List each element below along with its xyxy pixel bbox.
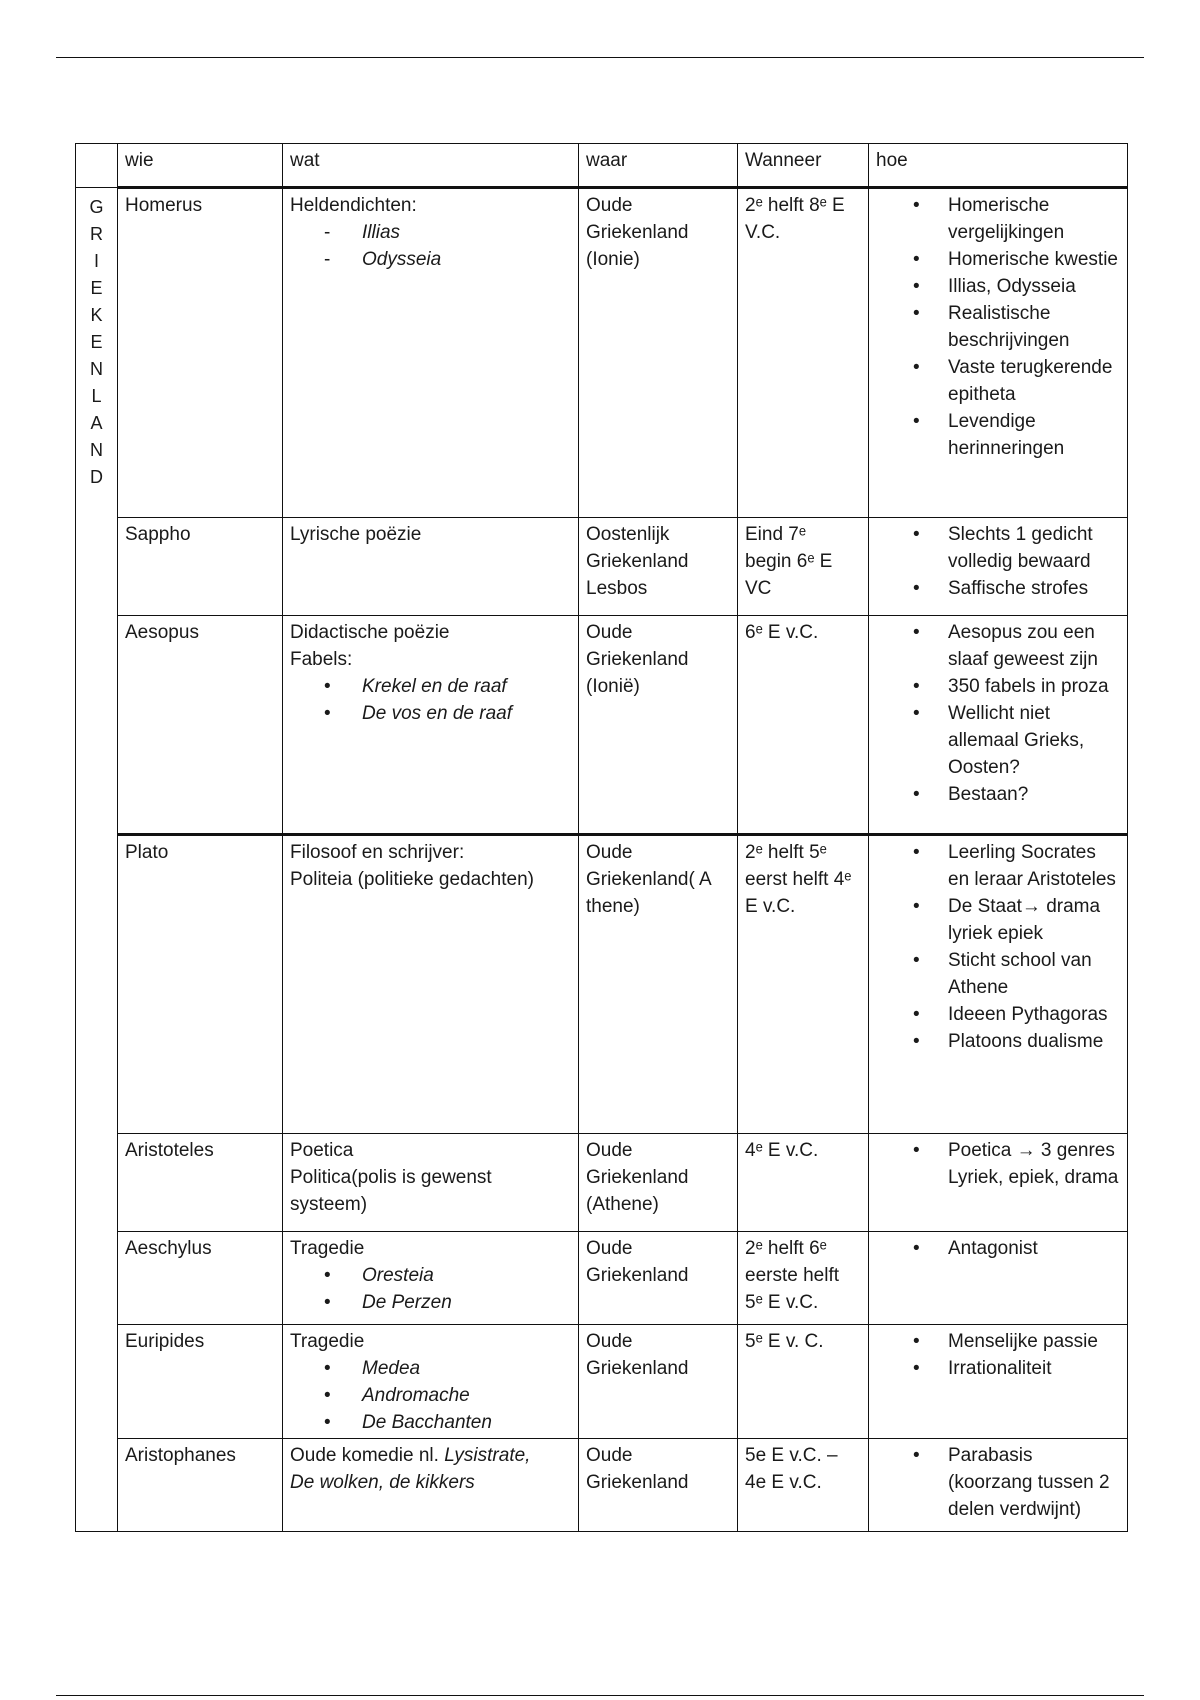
wanneer-line: 5ᵉ E v.C. [745,1292,819,1313]
waar-line: Oude [586,1238,633,1259]
hoe-item: • Antagonist [948,1235,1121,1262]
waar-line: (Ionie) [586,249,640,270]
wanneer-line: eerste helft [745,1265,839,1286]
side-letter: E [90,278,103,298]
waar-line: Griekenland [586,1472,689,1493]
wat-intro-line [290,1442,572,1469]
hoe-cell [869,1134,1128,1232]
header-wanneer: Wanneer [738,144,869,188]
wanneer-cell [738,1325,869,1439]
hoe-list [876,1137,1121,1191]
wie-cell: Aeschylus [118,1232,283,1325]
wat-intro: Tragedie [290,1331,365,1352]
hoe-cell [869,616,1128,835]
table-row [76,616,1128,835]
header-rule [56,57,1144,58]
wat-cell [283,1134,579,1232]
waar-line: Oude [586,842,633,863]
hoe-cell [869,1232,1128,1325]
footer-rule [56,1695,1144,1696]
hoe-item: • Homerische kwestie [948,246,1121,273]
wanneer-cell [738,518,869,616]
wanneer-line: eerst helft 4ᵉ [745,869,852,890]
side-letter: L [91,386,102,406]
works-list [290,1262,572,1316]
wanneer-line: E v.C. [745,896,796,917]
hoe-list [876,839,1121,1055]
wat-intro: Didactische poëzie [290,622,450,643]
waar-line: Griekenland [586,1358,689,1379]
hoe-item: • Platoons dualisme [948,1028,1121,1055]
wanneer-cell [738,188,869,518]
hoe-item: • Leerling Socrates en leraar Aristoteles [948,839,1121,893]
work-item: • Oresteia [362,1262,572,1289]
work-item: • Medea [362,1355,572,1382]
wie-cell: Plato [118,835,283,1134]
wanneer-line: begin 6ᵉ E [745,551,833,572]
hoe-item: • 350 fabels in proza [948,673,1121,700]
wanneer-cell [738,616,869,835]
table-row [76,518,1128,616]
waar-line: Griekenland [586,1265,689,1286]
waar-line: Griekenland [586,222,689,243]
hoe-item: • Vaste terugkerende epitheta [948,354,1121,408]
work-item: • De Perzen [362,1289,572,1316]
wanneer-line: 4e E v.C. [745,1472,822,1493]
waar-cell [579,188,738,518]
wat-intro: Poetica [290,1140,354,1161]
waar-cell [579,1232,738,1325]
waar-line: Oude [586,622,633,643]
hoe-item: • Bestaan? [948,781,1121,808]
hoe-item: • Wellicht niet allemaal Grieks, Oosten? [948,700,1121,781]
work-item: • Krekel en de raaf [362,673,572,700]
work-item: • De Bacchanten [362,1409,572,1436]
hoe-item: • Irrationaliteit [948,1355,1121,1382]
side-letter: E [90,332,103,352]
side-letter: N [90,359,103,379]
wat-cell [283,1232,579,1325]
waar-cell [579,835,738,1134]
side-letter: R [90,224,103,244]
hoe-list [876,619,1121,808]
waar-line: Lesbos [586,578,648,599]
side-letter: K [90,305,103,325]
table-row [76,1232,1128,1325]
waar-cell [579,518,738,616]
wat-intro: Oude komedie nl. [290,1445,445,1466]
hoe-item: • Parabasis (koorzang tussen 2 delen verdwijnt) [948,1442,1121,1523]
wanneer-cell [738,1134,869,1232]
wie-cell: Homerus [118,188,283,518]
waar-line: Griekenland( A [586,869,712,890]
wat-intro: Tragedie [290,1238,365,1259]
header-row [76,144,1128,188]
wanneer-line: 5ᵉ E v. C. [745,1331,824,1352]
wat-intro-italic: Lysistrate, [444,1445,531,1466]
wanneer-line: 6ᵉ E v.C. [745,622,819,643]
wie-cell: Sappho [118,518,283,616]
wanneer-line: Eind 7ᵉ [745,524,806,545]
wat-intro: Heldendichten: [290,195,417,216]
header-hoe: hoe [869,144,1128,188]
table-row [76,1325,1128,1439]
table-row [76,835,1128,1134]
waar-line: Oude [586,195,633,216]
hoe-list [876,1235,1121,1262]
works-list [290,673,572,727]
wanneer-line: 2ᵉ helft 6ᵉ [745,1238,827,1259]
works-list [290,1355,572,1436]
waar-line: Oude [586,1445,633,1466]
header-wat: wat [283,144,579,188]
wie-cell: Aristophanes [118,1439,283,1532]
table-row [76,1439,1128,1532]
wanneer-line: 2ᵉ helft 8ᵉ E [745,195,845,216]
wat-cell [283,1439,579,1532]
wat-intro: Politica(polis is gewenst systeem) [290,1167,492,1215]
wanneer-line: 5e E v.C. – [745,1445,838,1466]
wanneer-cell [738,1439,869,1532]
work-item: - Odysseia [362,246,572,273]
wanneer-cell [738,835,869,1134]
hoe-cell [869,188,1128,518]
work-item: • Andromache [362,1382,572,1409]
waar-line: Oude [586,1140,633,1161]
hoe-item: • Levendige herinneringen [948,408,1121,462]
wat-intro: Filosoof en schrijver: [290,842,465,863]
wat-cell [283,188,579,518]
hoe-list [876,521,1121,602]
waar-line: Griekenland [586,551,689,572]
hoe-item: • Ideeen Pythagoras [948,1001,1121,1028]
side-letter: N [90,440,103,460]
header-waar: waar [579,144,738,188]
wat-intro: Fabels: [290,649,353,670]
hoe-item: • Saffische strofes [948,575,1121,602]
hoe-item: • Illias, Odysseia [948,273,1121,300]
waar-line: Oude [586,1331,633,1352]
waar-line: Griekenland [586,649,689,670]
wie-cell: Aesopus [118,616,283,835]
wat-cell [283,1325,579,1439]
waar-cell [579,1325,738,1439]
waar-line: (Athene) [586,1194,659,1215]
hoe-item: • Realistische beschrijvingen [948,300,1121,354]
side-letter: A [90,413,103,433]
header-wie: wie [118,144,283,188]
wat-intro: Politeia (politieke gedachten) [290,869,534,890]
waar-cell [579,1134,738,1232]
hoe-cell [869,518,1128,616]
hoe-item: • De Staat→ drama lyriek epiek [948,893,1121,947]
wanneer-line: 4ᵉ E v.C. [745,1140,819,1161]
wat-intro-line [290,1469,572,1496]
hoe-list [876,192,1121,462]
hoe-item: • Slechts 1 gedicht volledig bewaard [948,521,1121,575]
wat-cell [283,518,579,616]
waar-line: (Ionië) [586,676,640,697]
side-letter: D [90,467,103,487]
wie-cell: Aristoteles [118,1134,283,1232]
wat-intro-italic: De wolken, de kikkers [290,1472,475,1493]
side-letter: G [89,197,104,217]
hoe-item: • Aesopus zou een slaaf geweest zijn [948,619,1121,673]
table-row [76,188,1128,518]
wanneer-line: 2ᵉ helft 5ᵉ [745,842,827,863]
hoe-list [876,1442,1121,1523]
hoe-item: • Sticht school van Athene [948,947,1121,1001]
hoe-list [876,1328,1121,1382]
hoe-item: • Homerische vergelijkingen [948,192,1121,246]
hoe-item: • Poetica → 3 genres Lyriek, epiek, drama [948,1137,1121,1191]
hoe-item: • Menselijke passie [948,1328,1121,1355]
wanneer-line: VC [745,578,772,599]
wanneer-line: V.C. [745,222,781,243]
waar-cell [579,1439,738,1532]
work-item: • De vos en de raaf [362,700,572,727]
hoe-cell [869,1439,1128,1532]
side-letter: I [93,251,99,271]
literature-table [75,143,1128,1532]
header-corner [76,144,118,188]
waar-line: thene) [586,896,640,917]
wat-cell [283,835,579,1134]
hoe-cell [869,835,1128,1134]
waar-cell [579,616,738,835]
wat-intro: Lyrische poëzie [290,524,422,545]
wanneer-cell [738,1232,869,1325]
wie-cell: Euripides [118,1325,283,1439]
waar-line: Oostenlijk [586,524,670,545]
side-label-griekenland [76,188,118,1532]
works-list [290,219,572,273]
hoe-cell [869,1325,1128,1439]
waar-line: Griekenland [586,1167,689,1188]
table-row [76,1134,1128,1232]
wat-cell [283,616,579,835]
work-item: - Illias [362,219,572,246]
